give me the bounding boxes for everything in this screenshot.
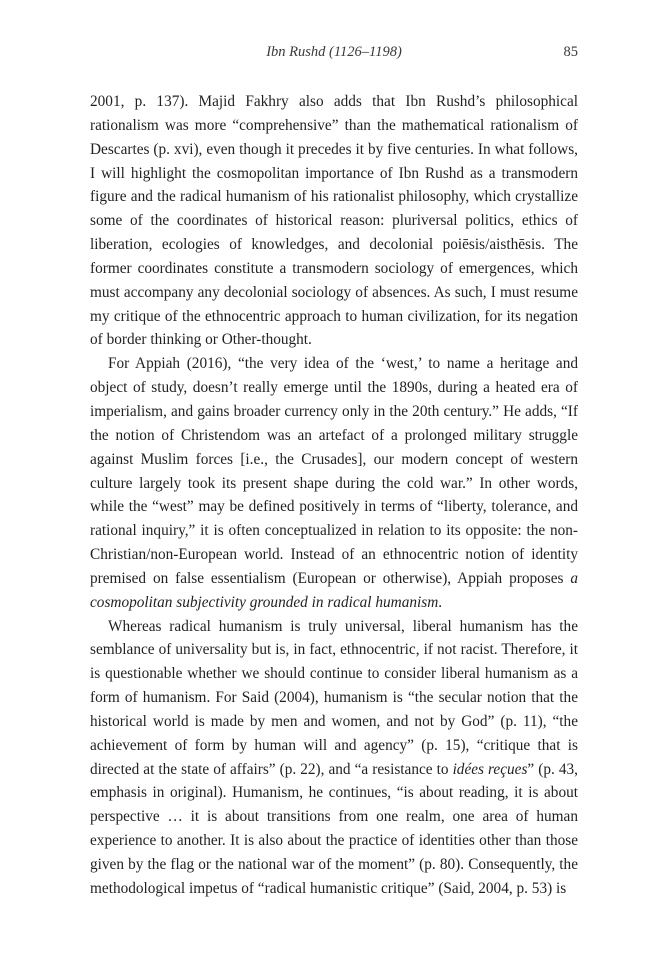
emphasis-text: a cosmopolitan subjectivity grounded in radical humanism xyxy=(90,569,578,611)
running-head: Ibn Rushd (1126–1198) xyxy=(266,44,402,60)
paragraph-text-end: ” (p. 43, emphasis in original). Humanism, he continues, “is about reading, it is about perspective … it is about transitions from one realm, one area of human experience to another. It is also about the practice of identities other than those given by the flag or the national war of the moment” (p. 80). Consequently, the methodological impetus of “radical humanistic critique” (Said, 2004, p. 53) is xyxy=(90,760,578,897)
emphasis-text: idées reçues xyxy=(452,760,528,778)
paragraph-text: 2001, p. 137). Majid Fakhry also adds that Ibn Rushd’s philosophical rationalism was more “comprehensive” than the mathematical rationalism of Descartes (p. xvi), even though it precedes it by five centuries. In what follows, I will highlight the cosmopolitan importance of Ibn Rushd as a transmodern figure and the radical humanism of his rationalist philosophy, which crystallize some of the coordinates of historical reason: pluriversal politics, ethics of liberation, ecologies of knowledges, and decolonial poiēsis/aisthēsis. The former coordinates constitute a transmodern sociology of emergences, which must accompany any decolonial sociology of absences. As such, I must resume my critique of the ethnocentric approach to human civilization, for its negation of border thinking or Other-thought. xyxy=(90,93,578,349)
body-text xyxy=(90,90,578,901)
paragraph-2 xyxy=(90,352,578,614)
paragraph-text: For Appiah (2016), “the very idea of the ‘west,’ to name a heritage and object of study, doesn’t really emerge until the 1890s, during a heated era of imperialism, and gains broader currency only in the 20th century.” He adds, “If the notion of Christendom was an artefact of a prolonged military struggle against Muslim forces [i.e., the Crusades], our modern concept of western culture largely took its present shape during the cold war.” In other words, while the “west” may be defined positively in terms of “liberty, tolerance, and rational inquiry,” it is often conceptualized in relation to its opposite: the non-Christian/non-European world. Instead of an ethnocentric notion of identity premised on false essentialism (European or otherwise), Appiah proposes xyxy=(90,355,578,587)
paragraph-text-end: . xyxy=(438,593,443,611)
page-number: 85 xyxy=(563,44,578,60)
paragraph-text: Whereas radical humanism is truly universal, liberal humanism has the semblance of universality but is, in fact, ethnocentric, if not racist. Therefore, it is questionable whether we should continue to consider liberal humanism as a form of humanism. For Said (2004), humanism is “the secular notion that the historical world is made by men and women, and not by God” (p. 11), “the achievement of form by human will and agency” (p. 15), “critique that is directed at the state of affairs” (p. 22), and “a resistance to xyxy=(90,617,578,778)
page-header xyxy=(90,44,578,66)
paragraph-1 xyxy=(90,90,578,352)
paragraph-3 xyxy=(90,615,578,901)
